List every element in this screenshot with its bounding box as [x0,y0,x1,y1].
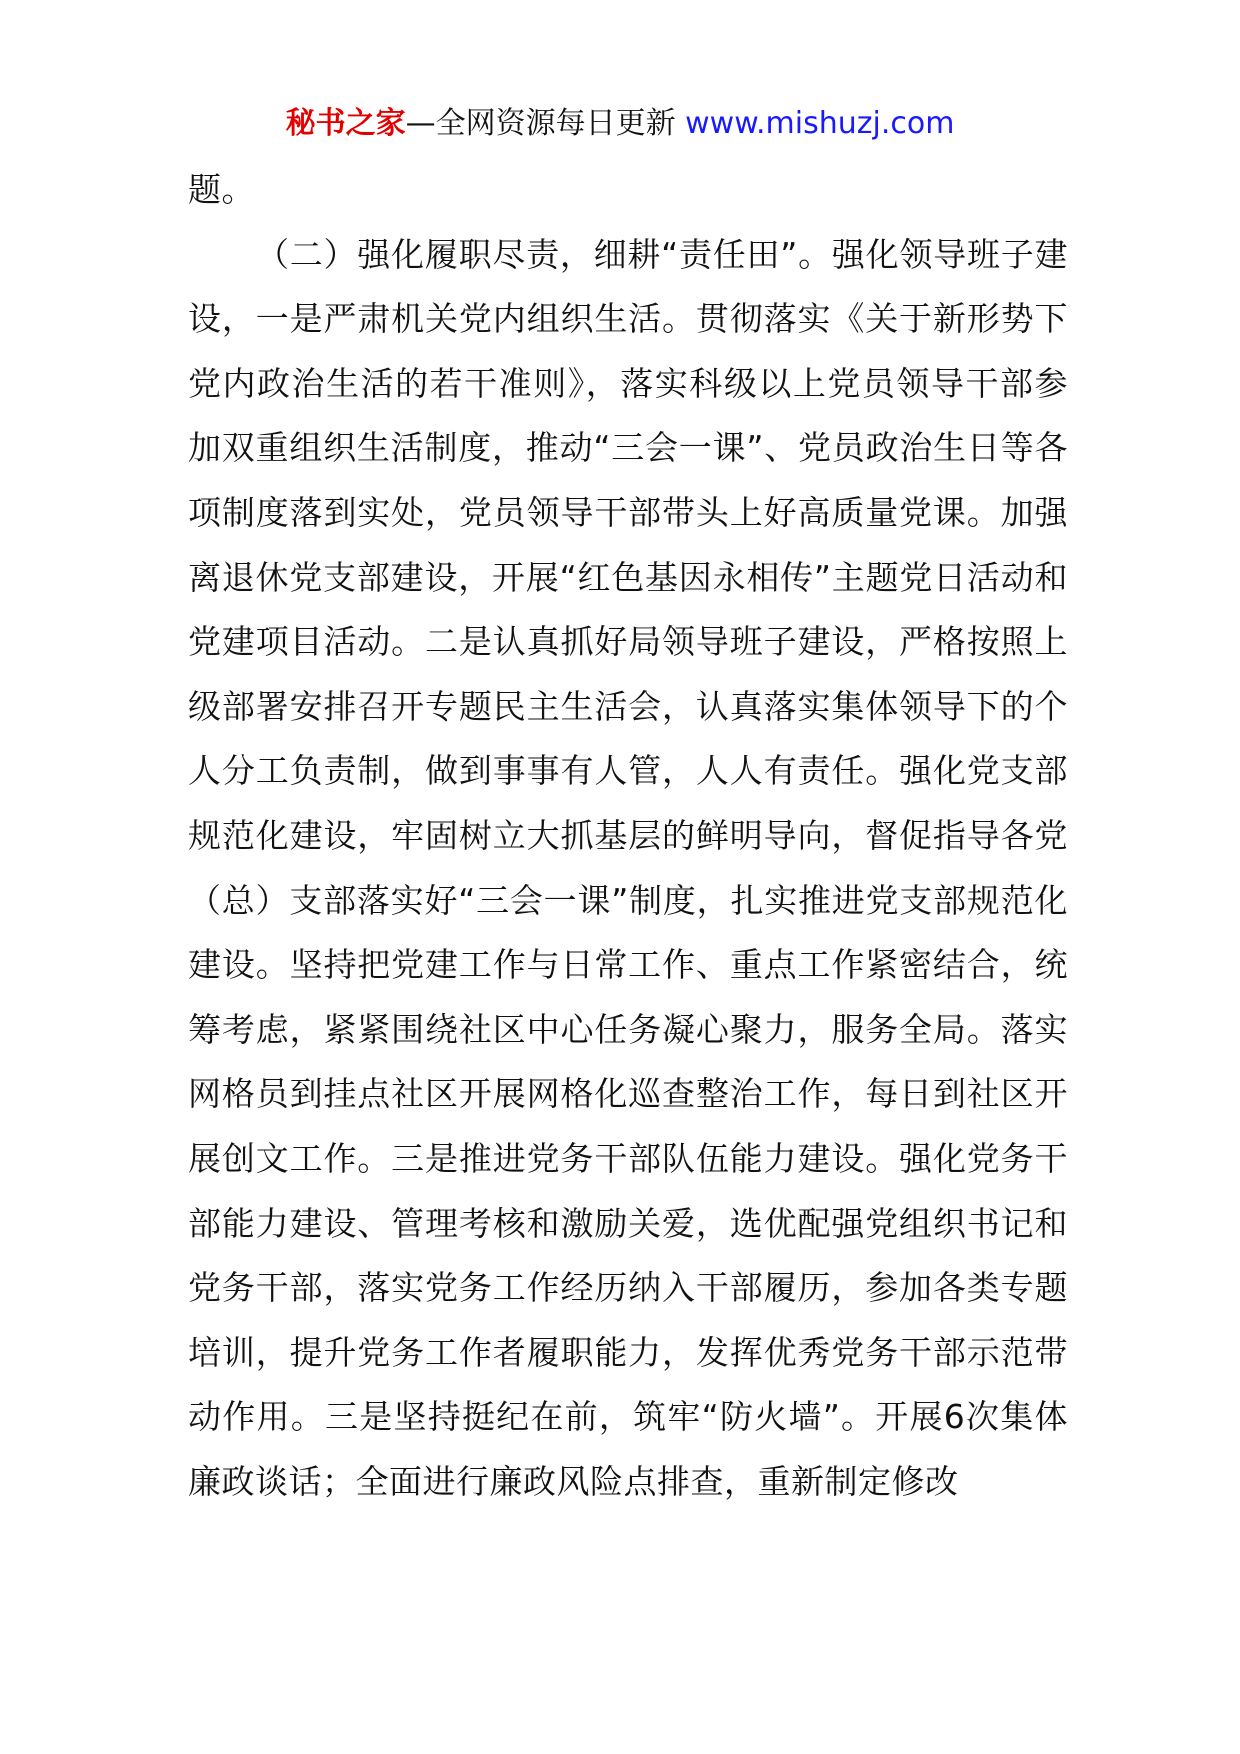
page-header-watermark [0,104,1240,144]
continuation-text: 题。 [188,170,255,209]
header-brand: 秘书之家 [285,106,406,141]
document-body [188,158,1068,1514]
body-paragraph: （二）强化履职尽责，细耕“责任田”。强化领导班子建设，一是严肃机关党内组织生活。贯彻落实《关于新形势下党内政治生活的若干准则》，落实科级以上党员领导干部参加双重组织生活制度，推动“三会一课”、党员政治生日等各项制度落到实处，党员领导干部带头上好高质量党课。加强离退休党支部建设，开展“红色基因永相传”主题党日活动和党建项目活动。二是认真抓好局领导班子建设，严格按照上级部署安排召开专题民主生活会，认真落实集体领导下的个人分工负责制，做到事事有人管，人人有责任。强化党支部规范化建设，牢固树立大抓基层的鲜明导向，督促指导各党（总）支部落实好“三会一课”制度，扎实推进党支部规范化建设。坚持把党建工作与日常工作、重点工作紧密结合，统筹考虑，紧紧围绕社区中心任务凝心聚力，服务全局。落实网格员到挂点社区开展网格化巡查整治工作，每日到社区开展创文工作。三是推进党务干部队伍能力建设。强化党务干部能力建设、管理考核和激励关爱，选优配强党组织书记和党务干部，落实党务工作经历纳入干部履历，参加各类专题培训，提升党务工作者履职能力，发挥优秀党务干部示范带动作用。三是坚持挺纪在前，筑牢“防火墙”。开展6次集体廉政谈话；全面进行廉政风险点排查，重新制定修改 [188,234,1068,1501]
header-url-link[interactable]: www.mishuzj.com [685,106,955,141]
header-tagline: —全网资源每日更新 [405,106,686,141]
